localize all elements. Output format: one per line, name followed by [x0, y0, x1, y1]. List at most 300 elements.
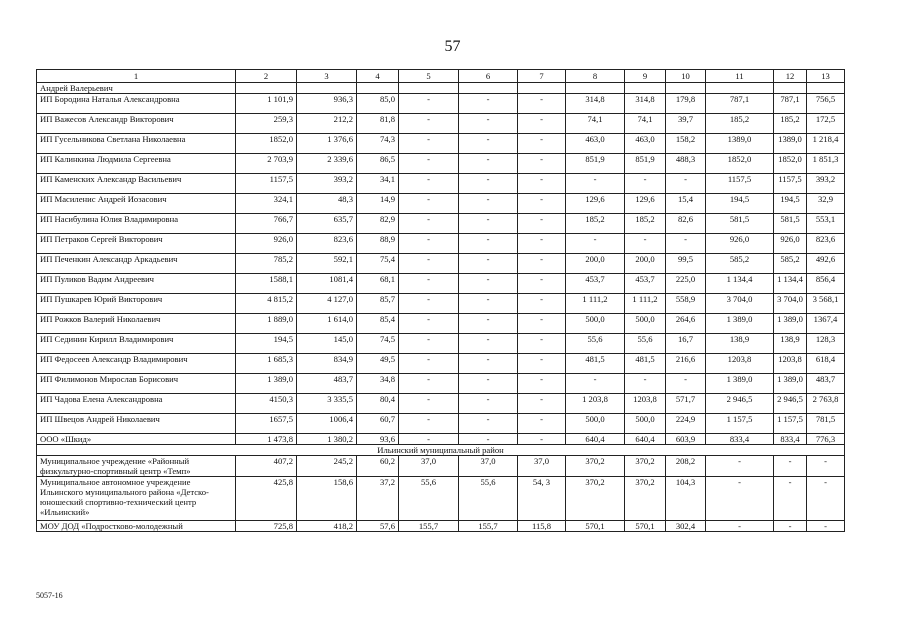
value-cell: 15,4 — [666, 194, 706, 214]
value-cell: - — [459, 234, 518, 254]
value-cell: - — [399, 414, 459, 434]
value-cell: - — [399, 334, 459, 354]
value-cell: 129,6 — [625, 194, 666, 214]
value-cell: 1 851,3 — [807, 154, 845, 174]
value-cell — [706, 83, 774, 94]
value-cell: 787,1 — [774, 94, 807, 114]
value-cell: 185,2 — [774, 114, 807, 134]
value-cell: - — [518, 294, 566, 314]
value-cell: 85,7 — [357, 294, 399, 314]
value-cell: 500,0 — [566, 314, 625, 334]
value-cell: 55,6 — [459, 477, 518, 521]
value-cell: 129,6 — [566, 194, 625, 214]
value-cell: - — [399, 154, 459, 174]
value-cell: 2 339,6 — [297, 154, 357, 174]
table-row — [37, 414, 845, 434]
entity-name-cell: Муниципальное учреждение «Районный физкультурно-спортивный центр «Темп» — [37, 456, 236, 477]
value-cell: - — [625, 174, 666, 194]
value-cell: - — [459, 194, 518, 214]
column-number: 8 — [566, 70, 625, 83]
value-cell: - — [459, 374, 518, 394]
value-cell: - — [399, 354, 459, 374]
value-cell: 1 376,6 — [297, 134, 357, 154]
value-cell: 80,4 — [357, 394, 399, 414]
value-cell: 194,5 — [706, 194, 774, 214]
value-cell: 82,6 — [666, 214, 706, 234]
value-cell: 500,0 — [566, 414, 625, 434]
column-number: 9 — [625, 70, 666, 83]
section-row — [37, 445, 845, 456]
value-cell: 155,7 — [459, 521, 518, 532]
value-cell: 32,9 — [807, 194, 845, 214]
value-cell: 640,4 — [566, 434, 625, 445]
value-cell: - — [399, 434, 459, 445]
value-cell: - — [399, 234, 459, 254]
table-row — [37, 214, 845, 234]
value-cell: - — [566, 374, 625, 394]
value-cell: - — [518, 194, 566, 214]
value-cell: 302,4 — [666, 521, 706, 532]
table-row — [37, 194, 845, 214]
value-cell: 60,7 — [357, 414, 399, 434]
value-cell: 185,2 — [566, 214, 625, 234]
value-cell: 1367,4 — [807, 314, 845, 334]
value-cell: 570,1 — [566, 521, 625, 532]
value-cell: 200,0 — [625, 254, 666, 274]
value-cell: 787,1 — [706, 94, 774, 114]
value-cell: 104,3 — [666, 477, 706, 521]
entity-name-cell: ИП Гусельникова Светлана Николаевна — [37, 134, 236, 154]
value-cell: 1 614,0 — [297, 314, 357, 334]
value-cell: - — [518, 134, 566, 154]
value-cell: - — [706, 456, 774, 477]
value-cell: 155,7 — [399, 521, 459, 532]
table-row — [37, 354, 845, 374]
value-cell: - — [518, 394, 566, 414]
value-cell: 483,7 — [807, 374, 845, 394]
value-cell: 225,0 — [666, 274, 706, 294]
value-cell: 2 946,5 — [774, 394, 807, 414]
column-number: 13 — [807, 70, 845, 83]
table-row — [37, 274, 845, 294]
value-cell: 781,5 — [807, 414, 845, 434]
entity-name-cell: Муниципальное автономное учреждение Ильинского муниципального района «Детско-юношеский спортивно-технический центр «Ильинский» — [37, 477, 236, 521]
value-cell: 200,0 — [566, 254, 625, 274]
value-cell: 93,6 — [357, 434, 399, 445]
value-cell: 618,4 — [807, 354, 845, 374]
value-cell: 585,2 — [774, 254, 807, 274]
value-cell: 926,0 — [236, 234, 297, 254]
value-cell: 37,0 — [518, 456, 566, 477]
value-cell: 99,5 — [666, 254, 706, 274]
table-row — [37, 134, 845, 154]
value-cell: 370,2 — [625, 477, 666, 521]
value-cell: 370,2 — [625, 456, 666, 477]
table-row — [37, 114, 845, 134]
value-cell: 49,5 — [357, 354, 399, 374]
entity-name-cell: ИП Каменских Александр Васильевич — [37, 174, 236, 194]
value-cell: 1 380,2 — [297, 434, 357, 445]
value-cell: 1 473,8 — [236, 434, 297, 445]
value-cell: - — [459, 114, 518, 134]
value-cell: 115,8 — [518, 521, 566, 532]
value-cell: 245,2 — [297, 456, 357, 477]
value-cell: - — [399, 174, 459, 194]
value-cell: 3 335,5 — [297, 394, 357, 414]
value-cell: 851,9 — [625, 154, 666, 174]
value-cell: - — [399, 194, 459, 214]
value-cell: 834,9 — [297, 354, 357, 374]
value-cell: 75,4 — [357, 254, 399, 274]
value-cell: 926,0 — [774, 234, 807, 254]
value-cell: 55,6 — [625, 334, 666, 354]
value-cell: - — [459, 254, 518, 274]
value-cell: 212,2 — [297, 114, 357, 134]
data-table — [36, 69, 845, 532]
value-cell: 500,0 — [625, 314, 666, 334]
value-cell: 1389,0 — [706, 134, 774, 154]
value-cell: - — [459, 174, 518, 194]
value-cell: 1 101,9 — [236, 94, 297, 114]
value-cell: 128,3 — [807, 334, 845, 354]
column-number: 3 — [297, 70, 357, 83]
value-cell: 54, 3 — [518, 477, 566, 521]
value-cell: 138,9 — [706, 334, 774, 354]
value-cell: - — [399, 274, 459, 294]
value-cell: - — [518, 374, 566, 394]
value-cell: 314,8 — [566, 94, 625, 114]
value-cell: 856,4 — [807, 274, 845, 294]
value-cell: 1 389,0 — [774, 314, 807, 334]
value-cell: 81,8 — [357, 114, 399, 134]
value-cell: 1157,5 — [774, 174, 807, 194]
value-cell: 60,2 — [357, 456, 399, 477]
value-cell — [399, 83, 459, 94]
value-cell: 185,2 — [706, 114, 774, 134]
value-cell: 158,6 — [297, 477, 357, 521]
value-cell: 785,2 — [236, 254, 297, 274]
value-cell: 1588,1 — [236, 274, 297, 294]
value-cell: 2 763,8 — [807, 394, 845, 414]
value-cell: - — [459, 414, 518, 434]
value-cell: - — [518, 214, 566, 234]
value-cell: 264,6 — [666, 314, 706, 334]
entity-name-cell: Андрей Валерьевич — [37, 83, 236, 94]
value-cell: - — [399, 94, 459, 114]
value-cell: 640,4 — [625, 434, 666, 445]
value-cell: 1852,0 — [774, 154, 807, 174]
value-cell: 500,0 — [625, 414, 666, 434]
value-cell: 34,1 — [357, 174, 399, 194]
column-number: 6 — [459, 70, 518, 83]
value-cell: - — [518, 434, 566, 445]
value-cell: - — [807, 456, 845, 477]
page-number: 57 — [444, 38, 461, 55]
entity-name-cell: ИП Пушкарев Юрий Викторович — [37, 294, 236, 314]
value-cell: 68,1 — [357, 274, 399, 294]
value-cell — [807, 83, 845, 94]
value-cell: 48,3 — [297, 194, 357, 214]
value-cell: - — [459, 334, 518, 354]
value-cell: 481,5 — [566, 354, 625, 374]
value-cell: 823,6 — [807, 234, 845, 254]
entity-name-cell: ИП Пуликов Вадим Андреевич — [37, 274, 236, 294]
table-row — [37, 83, 845, 94]
value-cell: 1 111,2 — [566, 294, 625, 314]
value-cell: 592,1 — [297, 254, 357, 274]
value-cell: 138,9 — [774, 334, 807, 354]
value-cell: 224,9 — [666, 414, 706, 434]
entity-name-cell: ИП Рожков Валерий Николаевич — [37, 314, 236, 334]
value-cell: 833,4 — [774, 434, 807, 445]
value-cell: 74,1 — [566, 114, 625, 134]
value-cell: - — [566, 174, 625, 194]
value-cell: - — [774, 456, 807, 477]
value-cell: 37,0 — [399, 456, 459, 477]
value-cell: - — [518, 154, 566, 174]
value-cell: - — [459, 434, 518, 445]
table-row — [37, 174, 845, 194]
value-cell: - — [399, 294, 459, 314]
value-cell: 185,2 — [625, 214, 666, 234]
value-cell: - — [459, 394, 518, 414]
value-cell: 85,4 — [357, 314, 399, 334]
table-row — [37, 456, 845, 477]
value-cell: 766,7 — [236, 214, 297, 234]
value-cell: - — [459, 134, 518, 154]
value-cell: - — [518, 254, 566, 274]
column-number: 5 — [399, 70, 459, 83]
table-row — [37, 434, 845, 445]
value-cell: - — [518, 354, 566, 374]
value-cell: 37,2 — [357, 477, 399, 521]
value-cell: 1 157,5 — [774, 414, 807, 434]
table-row — [37, 154, 845, 174]
value-cell: 1203,8 — [625, 394, 666, 414]
value-cell: - — [399, 114, 459, 134]
value-cell: 88,9 — [357, 234, 399, 254]
value-cell: - — [666, 174, 706, 194]
value-cell: - — [459, 274, 518, 294]
value-cell: 453,7 — [566, 274, 625, 294]
value-cell: 553,1 — [807, 214, 845, 234]
value-cell: - — [518, 334, 566, 354]
table-row — [37, 521, 845, 532]
value-cell: 16,7 — [666, 334, 706, 354]
value-cell: 1 203,8 — [566, 394, 625, 414]
value-cell: 1203,8 — [774, 354, 807, 374]
value-cell: 82,9 — [357, 214, 399, 234]
table-row — [37, 477, 845, 521]
value-cell: 34,8 — [357, 374, 399, 394]
value-cell: 725,8 — [236, 521, 297, 532]
column-number: 10 — [666, 70, 706, 83]
value-cell: 463,0 — [625, 134, 666, 154]
entity-name-cell: ИП Петраков Сергей Викторович — [37, 234, 236, 254]
value-cell: 4150,3 — [236, 394, 297, 414]
value-cell: 85,0 — [357, 94, 399, 114]
value-cell: 172,5 — [807, 114, 845, 134]
entity-name-cell: ИП Печенкин Александр Аркадьевич — [37, 254, 236, 274]
table-row — [37, 234, 845, 254]
value-cell: 481,5 — [625, 354, 666, 374]
value-cell: 581,5 — [774, 214, 807, 234]
table-row — [37, 294, 845, 314]
value-cell: 314,8 — [625, 94, 666, 114]
value-cell: - — [518, 234, 566, 254]
entity-name-cell: ИП Швецов Андрей Николаевич — [37, 414, 236, 434]
value-cell: 936,3 — [297, 94, 357, 114]
value-cell — [297, 83, 357, 94]
value-cell: 216,6 — [666, 354, 706, 374]
value-cell: 145,0 — [297, 334, 357, 354]
value-cell: 492,6 — [807, 254, 845, 274]
value-cell: 3 704,0 — [774, 294, 807, 314]
value-cell: 4 127,0 — [297, 294, 357, 314]
value-cell: - — [666, 234, 706, 254]
value-cell: 581,5 — [706, 214, 774, 234]
value-cell: 208,2 — [666, 456, 706, 477]
entity-name-cell: ИП Калинкина Людмила Сергеевна — [37, 154, 236, 174]
value-cell: 1 134,4 — [706, 274, 774, 294]
value-cell: 158,2 — [666, 134, 706, 154]
value-cell — [666, 83, 706, 94]
value-cell: - — [666, 374, 706, 394]
value-cell: - — [459, 154, 518, 174]
value-cell: 57,6 — [357, 521, 399, 532]
table-row — [37, 254, 845, 274]
value-cell: 1 111,2 — [625, 294, 666, 314]
value-cell: 39,7 — [666, 114, 706, 134]
entity-name-cell: ИП Насибулина Юлия Владимировна — [37, 214, 236, 234]
value-cell: 2 703,9 — [236, 154, 297, 174]
entity-name-cell: ИП Бородина Наталья Александровна — [37, 94, 236, 114]
value-cell: 194,5 — [774, 194, 807, 214]
value-cell: - — [459, 214, 518, 234]
value-cell: 3 704,0 — [706, 294, 774, 314]
value-cell: 558,9 — [666, 294, 706, 314]
table-row — [37, 394, 845, 414]
entity-name-cell: ИП Сединин Кирилл Владимирович — [37, 334, 236, 354]
value-cell: - — [566, 234, 625, 254]
table-row — [37, 374, 845, 394]
value-cell: - — [807, 477, 845, 521]
value-cell: 74,5 — [357, 334, 399, 354]
value-cell: 1657,5 — [236, 414, 297, 434]
value-cell: 1 218,4 — [807, 134, 845, 154]
value-cell: 1 389,0 — [774, 374, 807, 394]
value-cell: 194,5 — [236, 334, 297, 354]
value-cell: - — [518, 274, 566, 294]
value-cell: 1203,8 — [706, 354, 774, 374]
value-cell: 571,7 — [666, 394, 706, 414]
value-cell: 1 389,0 — [706, 314, 774, 334]
value-cell: 4 815,2 — [236, 294, 297, 314]
value-cell: 1 389,0 — [236, 374, 297, 394]
value-cell: 407,2 — [236, 456, 297, 477]
value-cell — [518, 83, 566, 94]
value-cell: 393,2 — [297, 174, 357, 194]
entity-name-cell: ИП Федосеев Александр Владимирович — [37, 354, 236, 374]
value-cell: - — [625, 234, 666, 254]
value-cell: 851,9 — [566, 154, 625, 174]
value-cell: 776,3 — [807, 434, 845, 445]
column-number: 2 — [236, 70, 297, 83]
value-cell: - — [399, 134, 459, 154]
value-cell: 1852,0 — [236, 134, 297, 154]
section-title: Ильинский муниципальный район — [37, 445, 845, 456]
value-cell: 488,3 — [666, 154, 706, 174]
value-cell: - — [518, 94, 566, 114]
footer-code: 5057-16 — [36, 591, 63, 600]
value-cell: 2 946,5 — [706, 394, 774, 414]
column-number: 7 — [518, 70, 566, 83]
value-cell: 370,2 — [566, 456, 625, 477]
value-cell — [774, 83, 807, 94]
value-cell: 370,2 — [566, 477, 625, 521]
value-cell: 1081,4 — [297, 274, 357, 294]
value-cell: 1852,0 — [706, 154, 774, 174]
value-cell: - — [518, 314, 566, 334]
column-number: 4 — [357, 70, 399, 83]
value-cell — [236, 83, 297, 94]
value-cell: - — [625, 374, 666, 394]
value-cell: 453,7 — [625, 274, 666, 294]
value-cell: - — [459, 354, 518, 374]
value-cell: 179,8 — [666, 94, 706, 114]
value-cell: 425,8 — [236, 477, 297, 521]
value-cell: - — [518, 114, 566, 134]
value-cell: 1006,4 — [297, 414, 357, 434]
table-row — [37, 94, 845, 114]
value-cell: 393,2 — [807, 174, 845, 194]
value-cell: - — [459, 294, 518, 314]
value-cell: 1 157,5 — [706, 414, 774, 434]
value-cell — [566, 83, 625, 94]
entity-name-cell: ООО «Шкид» — [37, 434, 236, 445]
value-cell: 1 134,4 — [774, 274, 807, 294]
value-cell: 603,9 — [666, 434, 706, 445]
value-cell: 1157,5 — [706, 174, 774, 194]
value-cell: 585,2 — [706, 254, 774, 274]
value-cell: - — [706, 477, 774, 521]
value-cell: 14,9 — [357, 194, 399, 214]
value-cell: 1 389,0 — [706, 374, 774, 394]
entity-name-cell: ИП Чадова Елена Александровна — [37, 394, 236, 414]
value-cell: 1 889,0 — [236, 314, 297, 334]
column-number: 12 — [774, 70, 807, 83]
value-cell: 3 568,1 — [807, 294, 845, 314]
value-cell: 463,0 — [566, 134, 625, 154]
value-cell: - — [774, 477, 807, 521]
value-cell: - — [706, 521, 774, 532]
entity-name-cell: ИП Важесов Александр Викторович — [37, 114, 236, 134]
column-number: 11 — [706, 70, 774, 83]
value-cell: 926,0 — [706, 234, 774, 254]
value-cell: 418,2 — [297, 521, 357, 532]
value-cell: 483,7 — [297, 374, 357, 394]
value-cell: - — [399, 254, 459, 274]
value-cell: 833,4 — [706, 434, 774, 445]
value-cell: 1157,5 — [236, 174, 297, 194]
column-number-row — [37, 70, 845, 83]
value-cell — [459, 83, 518, 94]
value-cell: 37,0 — [459, 456, 518, 477]
table-row — [37, 314, 845, 334]
value-cell: - — [518, 414, 566, 434]
value-cell: - — [807, 521, 845, 532]
value-cell: 55,6 — [399, 477, 459, 521]
